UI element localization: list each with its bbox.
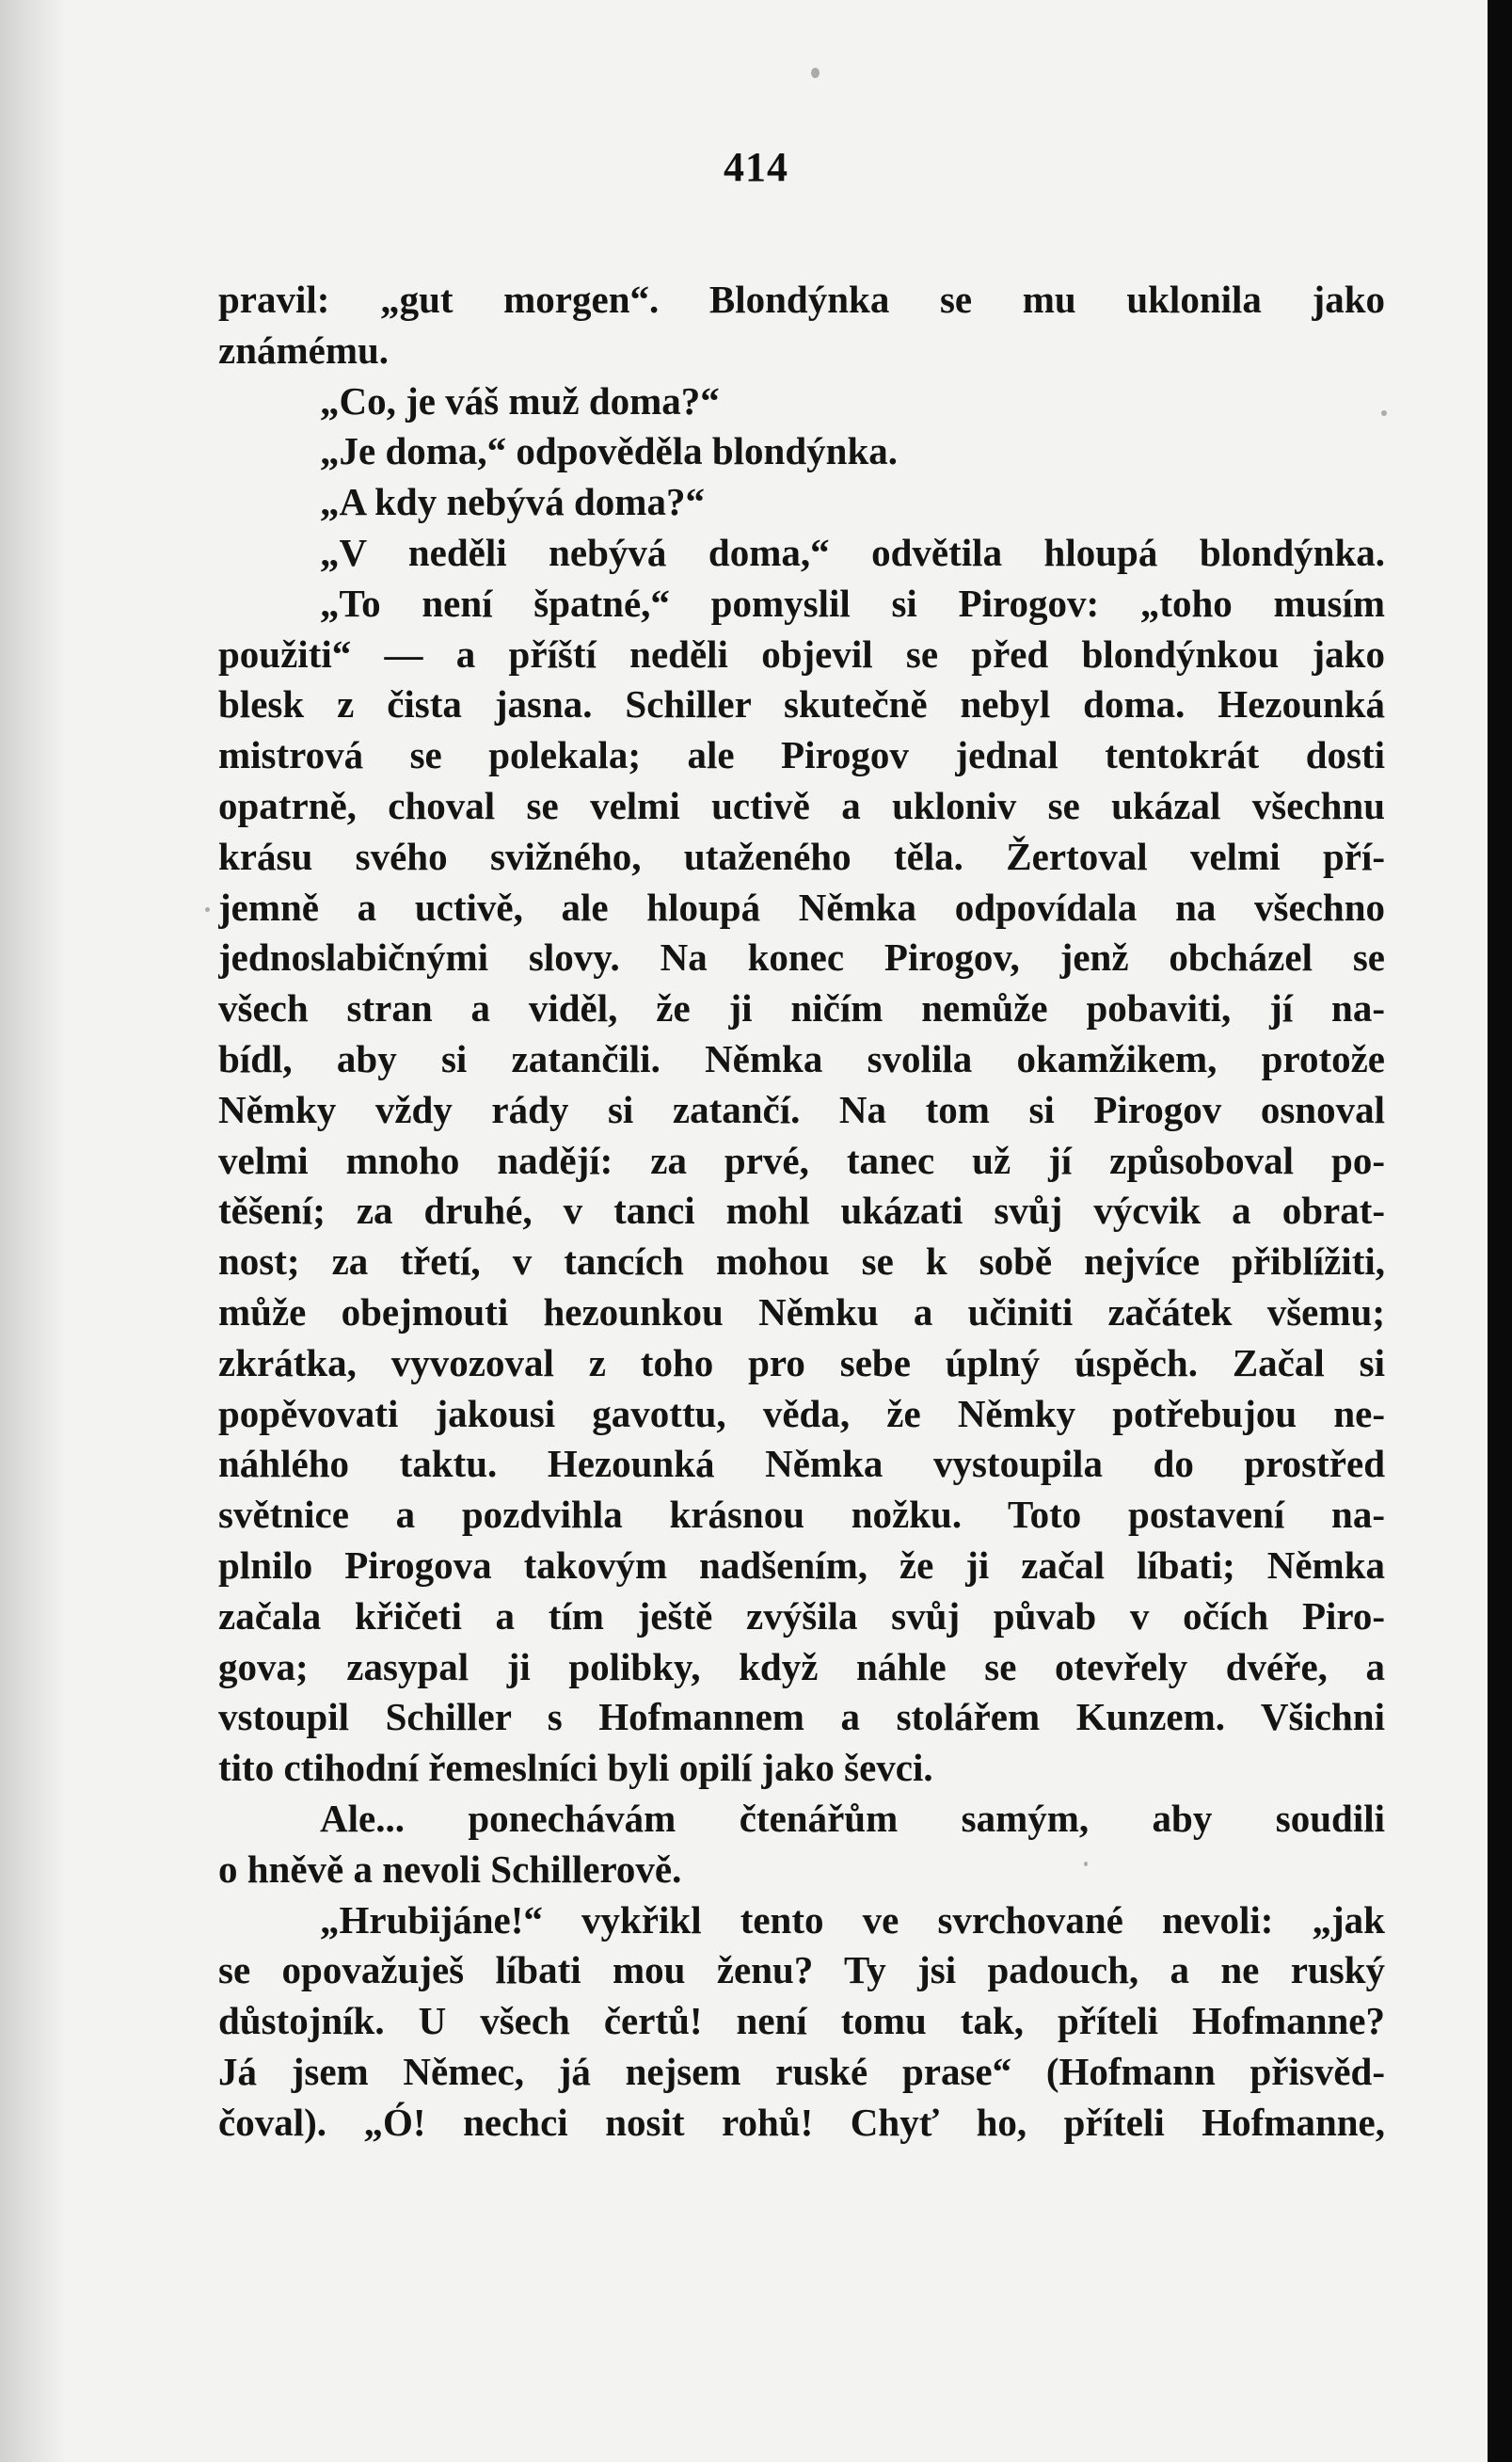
text-line: Němky vždy rády si zatančí. Na tom si Pirogov osnoval xyxy=(218,1087,1385,1131)
text-line: začala křičeti a tím ještě zvýšila svůj půvab v očích Piro- xyxy=(218,1593,1385,1638)
text-line: tito ctihodní řemeslníci byli opilí jako ševci. xyxy=(218,1746,933,1790)
text-line: náhlého taktu. Hezounká Němka vystoupila do prostřed xyxy=(218,1442,1385,1486)
scan-border xyxy=(1488,0,1512,2462)
text-line: „Je doma,“ odpověděla blondýnka. xyxy=(320,429,898,473)
text-line: o hněvě a nevoli Schillerově. xyxy=(218,1846,682,1891)
text-line: „Co, je váš muž doma?“ xyxy=(320,378,720,423)
ink-speck xyxy=(205,907,210,912)
text-line: se opovažuješ líbati mou ženu? Ty jsi padouch, a ne ruský xyxy=(218,1948,1385,1992)
text-line: jemně a uctivě, ale hloupá Němka odpovídala na všechno xyxy=(218,885,1385,929)
text-line: mistrová se polekala; ale Pirogov jednal tentokrát dosti xyxy=(218,733,1385,777)
text-line: plnilo Pirogova takovým nadšením, že ji začal líbati; Němka xyxy=(218,1543,1385,1587)
text-line: jednoslabičnými slovy. Na konec Pirogov, jenž obcházel se xyxy=(218,935,1385,980)
text-line: může obejmouti hezounkou Němku a učiniti začátek všemu; xyxy=(218,1289,1385,1334)
text-line: pravil: „gut morgen“. Blondýnka se mu uklonila jako xyxy=(218,278,1385,321)
text-line: „Hrubijáne!“ vykřikl tento ve svrchované nevoli: „jak xyxy=(320,1897,1385,1942)
text-line: čoval). „Ó! nechci nosit rohů! Chyť ho, příteli Hofmanne, xyxy=(218,2100,1385,2144)
text-line: zkrátka, vyvozoval z toho pro sebe úplný úspěch. Začal si xyxy=(218,1340,1385,1384)
text-line: nost; za třetí, v tancích mohou se k sobě nejvíce přiblížiti, xyxy=(218,1239,1385,1284)
text-line: vstoupil Schiller s Hofmannem a stolářem Kunzem. Všichni xyxy=(218,1695,1385,1739)
text-line: všech stran a viděl, že ji ničím nemůže pobaviti, jí na- xyxy=(218,986,1385,1031)
text-line: opatrně, choval se velmi uctivě a ukloniv se ukázal všechnu xyxy=(218,783,1385,827)
text-line: popěvovati jakousi gavottu, věda, že Němky potřebujou ne- xyxy=(218,1391,1385,1435)
text-line: gova; zasypal ji polibky, když náhle se otevřely dvéře, a xyxy=(218,1644,1385,1688)
text-line: blesk z čista jasna. Schiller skutečně nebyl doma. Hezounká xyxy=(218,682,1385,727)
text-line: těšení; za druhé, v tanci mohl ukázati svůj výcvik a obrat- xyxy=(218,1189,1385,1233)
text-line: použiti“ — a příští neděli objevil se před blondýnkou jako xyxy=(218,631,1385,676)
text-line: „A kdy nebývá doma?“ xyxy=(320,480,705,524)
text-line: „V neděli nebývá doma,“ odvětila hloupá blondýnka. xyxy=(320,530,1385,574)
text-line: důstojník. U všech čertů! není tomu tak, příteli Hofmanne? xyxy=(218,1999,1385,2043)
text-line: Já jsem Němec, já nejsem ruské prase“ (Hofmann přisvěd- xyxy=(218,2049,1385,2093)
page-number: 414 xyxy=(724,144,788,190)
text-line: velmi mnoho nadějí: za prvé, tanec už jí způsoboval po- xyxy=(218,1138,1385,1182)
page-edge-shadow xyxy=(0,0,66,2462)
text-line: „To není špatné,“ pomyslil si Pirogov: „toho musím xyxy=(320,581,1385,625)
text-line: světnice a pozdvihla krásnou nožku. Toto postavení na- xyxy=(218,1493,1385,1537)
ink-speck xyxy=(811,68,820,78)
page-text xyxy=(218,275,1385,2148)
text-line: Ale... ponechávám čtenářům samým, aby soudili xyxy=(320,1796,1385,1840)
text-line: bídl, aby si zatančili. Němka svolila okamžikem, protože xyxy=(218,1036,1385,1080)
text-line: krásu svého svižného, utaženého těla. Žertoval velmi pří- xyxy=(218,834,1385,878)
text-line: známému. xyxy=(218,328,390,372)
